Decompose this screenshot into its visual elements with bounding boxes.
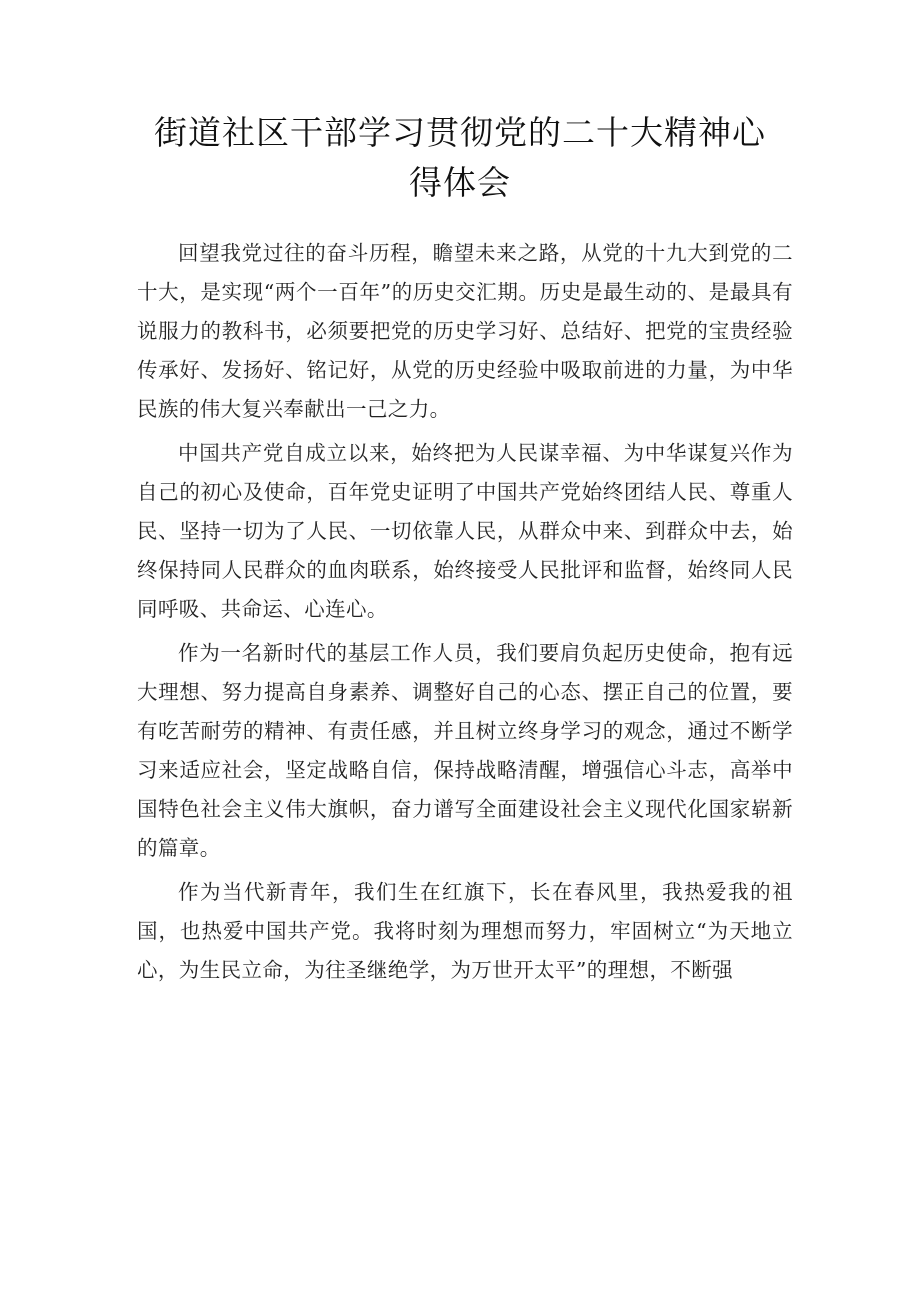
document-title [100, 108, 820, 208]
document-title-line-2: 得体会 [409, 163, 511, 202]
document-title-line-1: 街道社区干部学习贯彻党的二十大精神心 [154, 113, 766, 152]
paragraph-3: 作为一名新时代的基层工作人员，我们要肩负起历史使命，抱有远大理想、努力提高自身素养、调整好自己的心态、摆正自己的位置，要有吃苦耐劳的精神、有责任感，并且树立终身学习的观念，通过不断学习来适应社会，坚定战略自信，保持战略清醒，增强信心斗志，高举中国特色社会主义伟大旗帜，奋力谱写全面建设社会主义现代化国家崭新的篇章。 [137, 641, 793, 860]
document-body [137, 234, 793, 990]
paragraph-1: 回望我党过往的奋斗历程，瞻望未来之路，从党的十九大到党的二十大，是实现“两个一百年”的历史交汇期。历史是最生动的、是最具有说服力的教科书，必须要把党的历史学习好、总结好、把党的宝贵经验传承好、发扬好、铭记好，从党的历史经验中吸取前进的力量，为中华民族的伟大复兴奉献出一己之力。 [137, 241, 793, 421]
paragraph-2: 中国共产党自成立以来，始终把为人民谋幸福、为中华谋复兴作为自己的初心及使命，百年党史证明了中国共产党始终团结人民、尊重人民、坚持一切为了人民、一切依靠人民，从群众中来、到群众中去，始终保持同人民群众的血肉联系，始终接受人民批评和监督，始终同人民同呼吸、共命运、心连心。 [137, 441, 793, 621]
paragraph-4: 作为当代新青年，我们生在红旗下，长在春风里，我热爱我的祖国，也热爱中国共产党。我将时刻为理想而努力，牢固树立“为天地立心，为生民立命，为往圣继绝学，为万世开太平”的理想，不断强 [137, 880, 793, 982]
